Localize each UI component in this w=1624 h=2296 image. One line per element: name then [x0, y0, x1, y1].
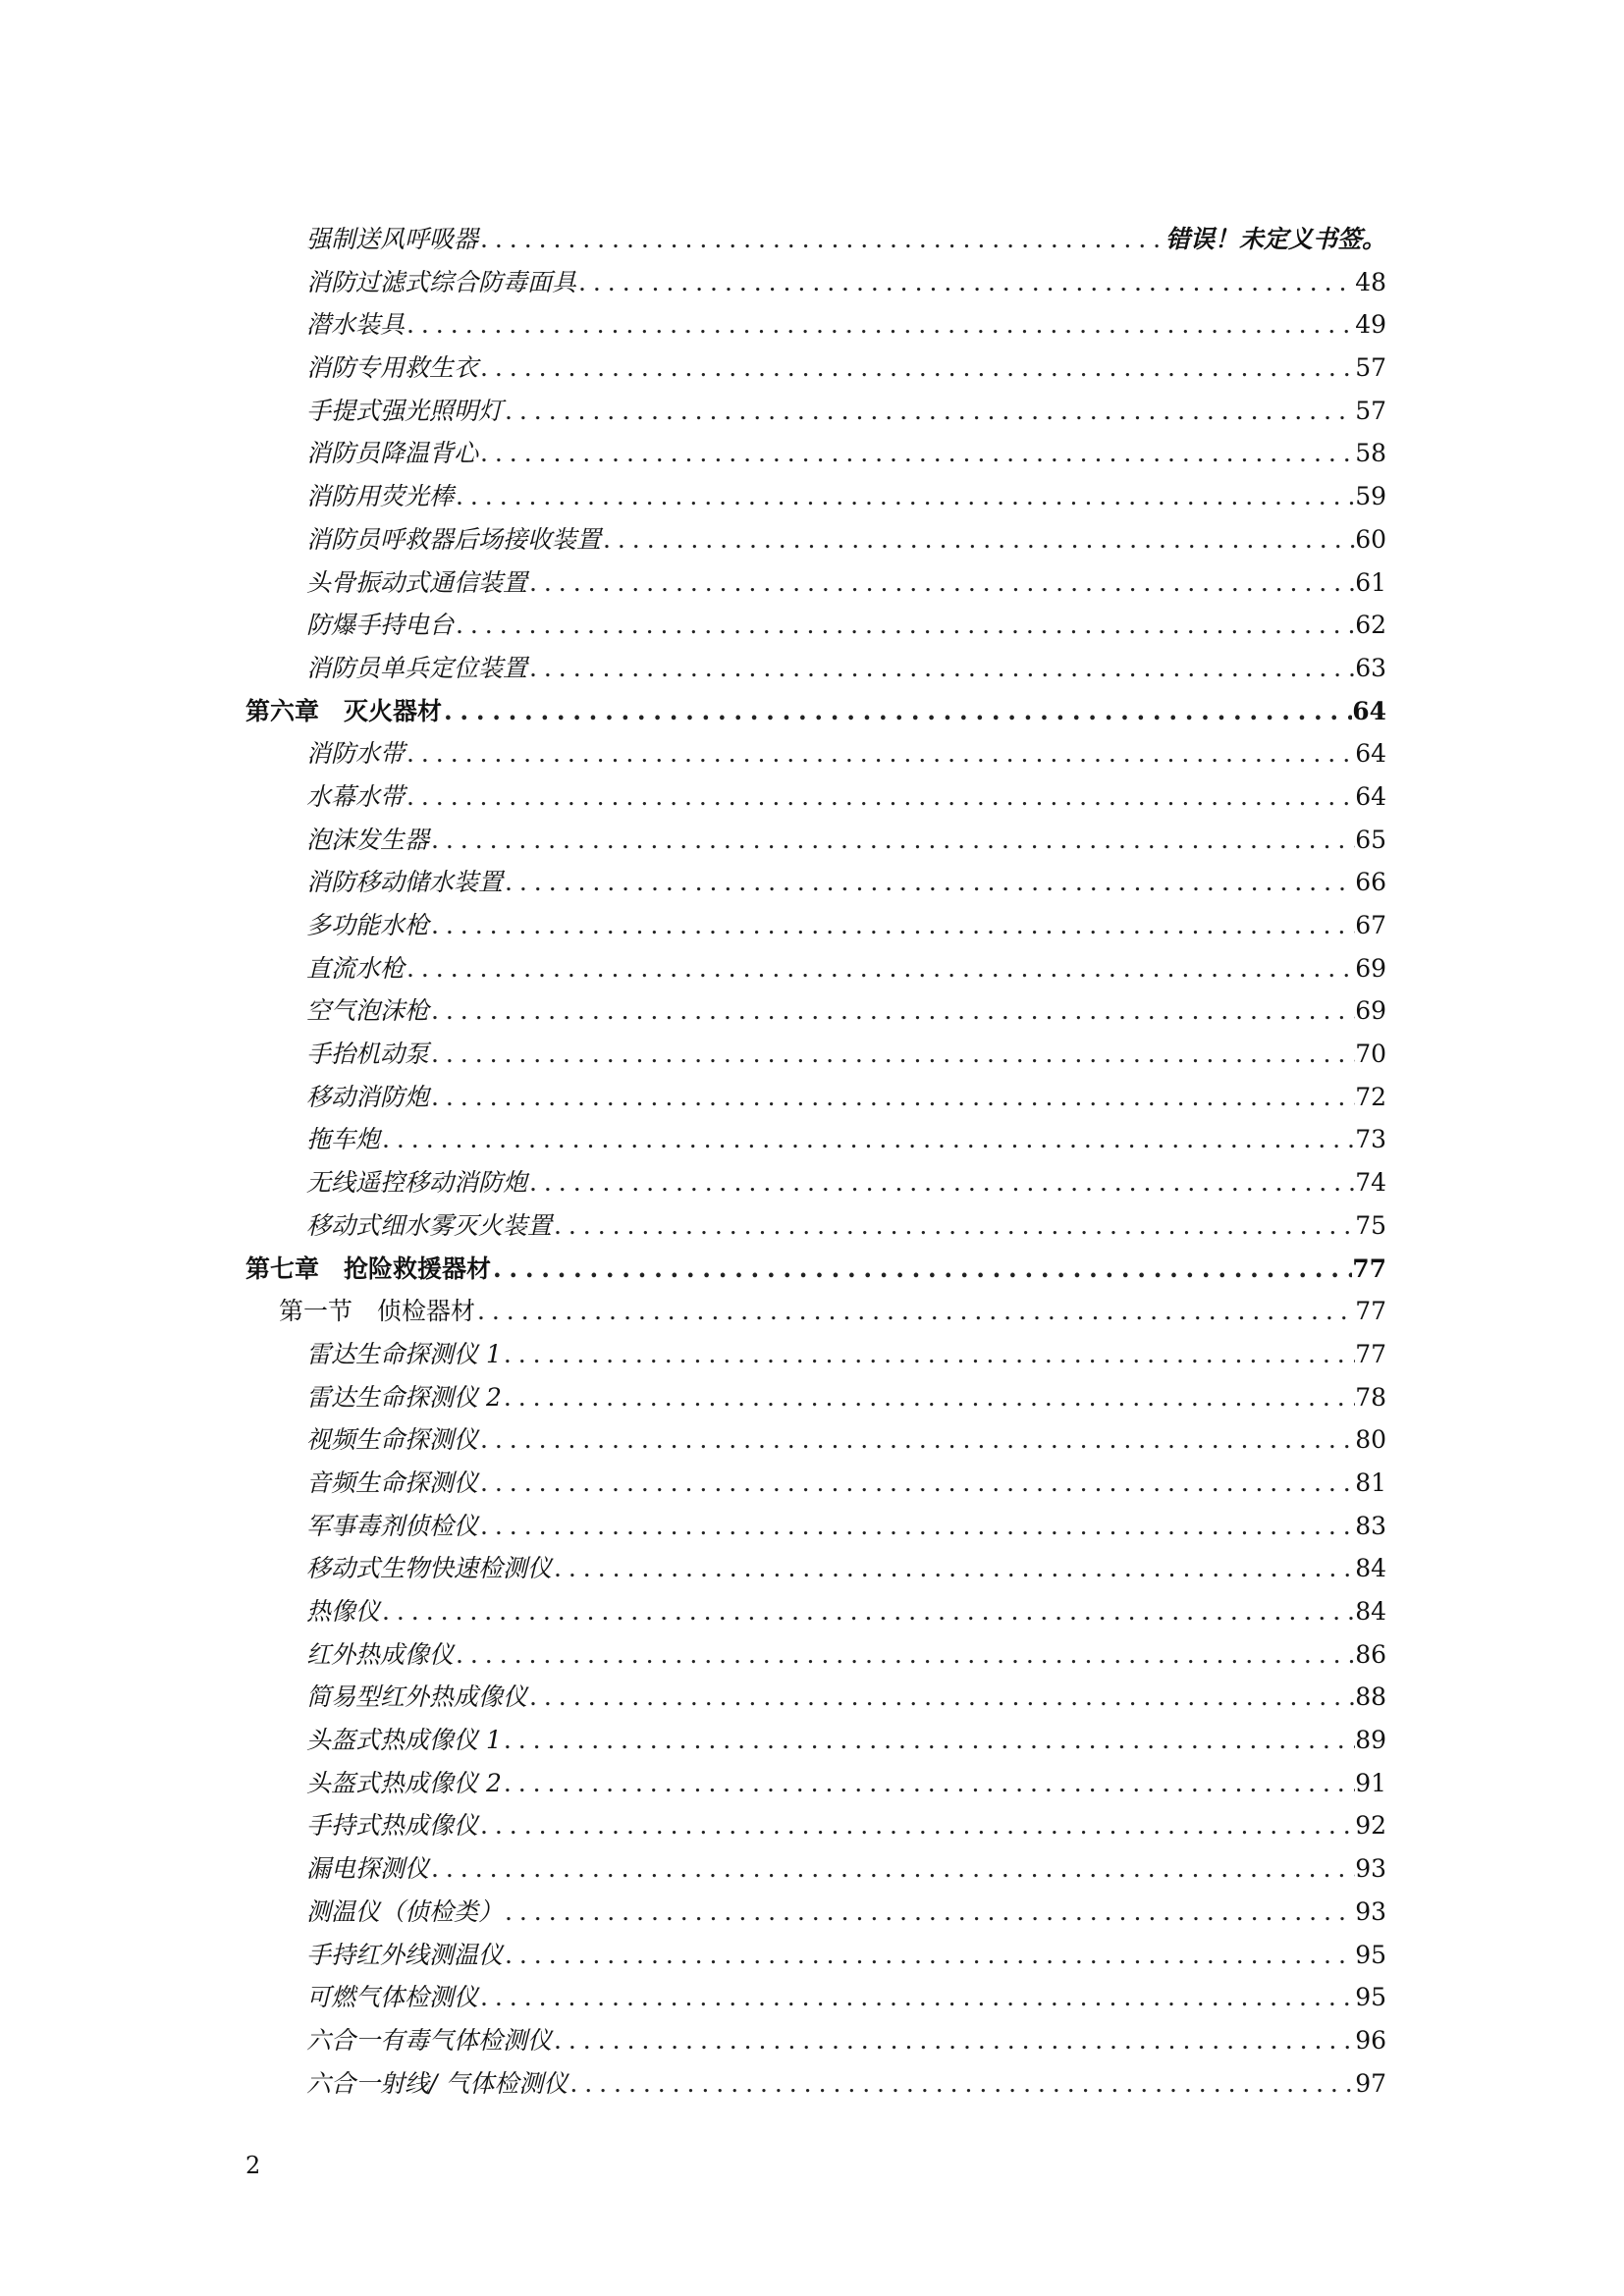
- toc-entry[interactable]: [245, 261, 1386, 304]
- toc-entry-page: 73: [1355, 1125, 1386, 1154]
- toc-section[interactable]: [245, 1290, 1386, 1333]
- toc-entry[interactable]: [245, 1118, 1386, 1161]
- toc-entry-title: 头骨振动式通信装置: [306, 567, 528, 597]
- dot-leader: [527, 561, 1355, 605]
- toc-entry[interactable]: [245, 604, 1386, 647]
- dot-leader: [552, 1204, 1355, 1248]
- toc-entry-title: 热像仪: [306, 1597, 381, 1626]
- toc-entry-title: 消防员呼救器后场接收装置: [306, 524, 602, 554]
- toc-entry[interactable]: [245, 1033, 1386, 1076]
- toc-entry-page: 70: [1355, 1040, 1386, 1069]
- toc-entry[interactable]: [245, 1934, 1386, 1977]
- dot-leader: [552, 2019, 1355, 2062]
- toc-entry-page: 65: [1355, 825, 1386, 854]
- dot-leader: [478, 218, 1165, 261]
- dot-leader: [568, 2062, 1355, 2106]
- dot-leader: [454, 604, 1355, 647]
- toc-entry-title: 水幕水带: [306, 781, 406, 811]
- dot-leader: [478, 347, 1355, 390]
- toc-entry[interactable]: [245, 989, 1386, 1033]
- toc-entry[interactable]: [245, 390, 1386, 433]
- dot-leader: [527, 647, 1355, 690]
- toc-entry-page: 89: [1355, 1726, 1386, 1755]
- toc-entry-page: 57: [1355, 396, 1386, 425]
- toc-entry[interactable]: [245, 775, 1386, 819]
- dot-leader: [552, 1547, 1355, 1590]
- toc-entry[interactable]: [245, 1590, 1386, 1633]
- toc-entry[interactable]: [245, 1418, 1386, 1462]
- toc-entry-page: 80: [1355, 1425, 1386, 1455]
- toc-entry-title: 泡沫发生器: [306, 825, 430, 854]
- toc-entry-page: 95: [1355, 1940, 1386, 1969]
- toc-entry-title: 第六章 灭火器材: [245, 696, 443, 725]
- toc-entry-title: 防爆手持电台: [306, 611, 455, 640]
- dot-leader: [491, 1248, 1352, 1291]
- toc-entry-title: 手提式强光照明灯: [306, 396, 504, 425]
- dot-leader: [454, 1633, 1355, 1677]
- toc-entry[interactable]: [245, 947, 1386, 990]
- toc-entry[interactable]: [245, 1891, 1386, 1934]
- toc-entry-page: 78: [1355, 1382, 1386, 1412]
- toc-entry-title: 移动消防炮: [306, 1082, 430, 1111]
- toc-entry-page: 77: [1355, 1297, 1386, 1326]
- toc-entry[interactable]: [245, 1076, 1386, 1119]
- dot-leader: [405, 947, 1355, 990]
- toc-entry-page: 错误！未定义书签。: [1164, 225, 1386, 253]
- dot-leader: [380, 1590, 1355, 1633]
- toc-entry-title: 拖车炮: [306, 1125, 381, 1154]
- toc-entry-title: 移动式细水雾灭火装置: [306, 1210, 553, 1240]
- toc-entry[interactable]: [245, 1547, 1386, 1590]
- toc-entry-title: 音频生命探测仪: [306, 1468, 479, 1497]
- toc-entry-title: 消防员单兵定位装置: [306, 653, 528, 682]
- toc-entry-page: 97: [1355, 2068, 1386, 2098]
- toc-entry[interactable]: [245, 904, 1386, 947]
- toc-entry-page: 77: [1355, 1339, 1386, 1368]
- toc-entry-title: 消防员降温背心: [306, 439, 479, 468]
- dot-leader: [405, 732, 1355, 775]
- toc-entry-title: 消防移动储水装置: [306, 868, 504, 897]
- toc-entry-title: 手持式热成像仪: [306, 1811, 479, 1841]
- toc-entry-title: 强制送风呼吸器: [306, 225, 479, 253]
- dot-leader: [478, 1976, 1355, 2019]
- toc-entry-page: 84: [1355, 1597, 1386, 1626]
- toc-chapter[interactable]: [245, 1248, 1386, 1291]
- dot-leader: [478, 1804, 1355, 1847]
- toc-entry-page: 92: [1355, 1811, 1386, 1841]
- toc-entry-page: 93: [1355, 1854, 1386, 1884]
- dot-leader: [429, 989, 1355, 1033]
- toc-entry-title: 军事毒剂侦检仪: [306, 1511, 479, 1540]
- toc-entry-title: 红外热成像仪: [306, 1639, 455, 1669]
- dot-leader: [478, 432, 1355, 475]
- toc-entry-title: 视频生命探测仪: [306, 1425, 479, 1455]
- toc-entry[interactable]: [245, 1676, 1386, 1719]
- dot-leader: [527, 1676, 1355, 1719]
- toc-entry-page: 96: [1355, 2025, 1386, 2055]
- dot-leader: [454, 475, 1355, 518]
- toc-entry-page: 64: [1355, 739, 1386, 769]
- toc-entry-page: 64: [1352, 696, 1386, 725]
- toc-entry-page: 93: [1355, 1896, 1386, 1926]
- toc-entry[interactable]: [245, 347, 1386, 390]
- toc-entry[interactable]: [245, 1804, 1386, 1847]
- toc-entry[interactable]: [245, 1204, 1386, 1248]
- toc-entry-page: 86: [1355, 1639, 1386, 1669]
- toc-entry-page: 95: [1355, 1983, 1386, 2012]
- toc-entry-page: 69: [1355, 996, 1386, 1026]
- toc-entry-title: 消防过滤式综合防毒面具: [306, 267, 577, 296]
- toc-entry[interactable]: [245, 819, 1386, 862]
- toc-entry[interactable]: [245, 1161, 1386, 1204]
- dot-leader: [380, 1118, 1355, 1161]
- toc-entry-title: 消防水带: [306, 739, 406, 769]
- toc-entry-title: 漏电探测仪: [306, 1854, 430, 1884]
- dot-leader: [429, 1847, 1355, 1891]
- toc-entry-page: 67: [1355, 911, 1386, 939]
- toc-entry[interactable]: [245, 218, 1386, 261]
- toc-entry-title: 消防用荧光棒: [306, 482, 455, 511]
- toc-entry-title: 头盔式热成像仪 2: [306, 1768, 502, 1797]
- toc-entry[interactable]: [245, 1976, 1386, 2019]
- dot-leader: [502, 1376, 1355, 1419]
- dot-leader: [478, 1418, 1355, 1462]
- toc-entry-page: 62: [1355, 611, 1386, 640]
- toc-entry-title: 简易型红外热成像仪: [306, 1682, 528, 1712]
- toc-entry-page: 83: [1355, 1511, 1386, 1540]
- toc-entry-title: 消防专用救生衣: [306, 353, 479, 383]
- toc-entry-page: 84: [1355, 1554, 1386, 1583]
- dot-leader: [503, 861, 1355, 904]
- toc-entry[interactable]: [245, 303, 1386, 347]
- toc-entry-page: 72: [1355, 1082, 1386, 1111]
- toc-entry[interactable]: [245, 1633, 1386, 1677]
- toc-entry-title: 第一节 侦检器材: [279, 1297, 476, 1326]
- toc-entry-page: 75: [1355, 1210, 1386, 1240]
- dot-leader: [576, 261, 1355, 304]
- toc-entry-page: 57: [1355, 353, 1386, 383]
- page-number: 2: [245, 2152, 261, 2179]
- dot-leader: [503, 1934, 1355, 1977]
- dot-leader: [503, 1891, 1355, 1934]
- dot-leader: [502, 1333, 1355, 1376]
- toc-entry-page: 77: [1352, 1254, 1386, 1283]
- dot-leader: [442, 690, 1352, 733]
- toc-entry-title: 手持红外线测温仪: [306, 1940, 504, 1969]
- toc-entry-title: 直流水枪: [306, 953, 406, 983]
- toc-entry[interactable]: [245, 1333, 1386, 1376]
- toc-entry-page: 59: [1355, 482, 1386, 511]
- dot-leader: [405, 775, 1355, 819]
- toc-entry-page: 88: [1355, 1682, 1386, 1712]
- toc-entry-page: 61: [1355, 567, 1386, 597]
- toc-entry[interactable]: [245, 2062, 1386, 2106]
- dot-leader: [429, 904, 1355, 947]
- toc-entry[interactable]: [245, 1462, 1386, 1505]
- toc-entry-title: 移动式生物快速检测仪: [306, 1554, 553, 1583]
- dot-leader: [429, 1076, 1355, 1119]
- toc-entry-title: 六合一射线/ 气体检测仪: [306, 2068, 568, 2098]
- dot-leader: [601, 518, 1355, 561]
- toc-entry-title: 空气泡沫枪: [306, 996, 430, 1026]
- toc-entry[interactable]: [245, 1762, 1386, 1805]
- toc-entry[interactable]: [245, 432, 1386, 475]
- toc-entry[interactable]: [245, 1505, 1386, 1548]
- toc-entry[interactable]: [245, 1719, 1386, 1762]
- dot-leader: [405, 303, 1355, 347]
- dot-leader: [502, 1762, 1355, 1805]
- toc-entry[interactable]: [245, 561, 1386, 605]
- toc-entry-page: 49: [1355, 310, 1386, 340]
- toc-entry-page: 64: [1355, 781, 1386, 811]
- dot-leader: [502, 1719, 1355, 1762]
- toc-entry-title: 第七章 抢险救援器材: [245, 1254, 492, 1283]
- toc-entry-page: 66: [1355, 868, 1386, 897]
- toc-entry-page: 81: [1355, 1468, 1386, 1497]
- toc-entry-title: 多功能水枪: [306, 911, 430, 939]
- toc-entry-title: 雷达生命探测仪 1: [306, 1339, 502, 1368]
- toc-entry-title: 潜水装具: [306, 310, 406, 340]
- toc-entry-page: 69: [1355, 953, 1386, 983]
- toc-entry-title: 雷达生命探测仪 2: [306, 1382, 502, 1412]
- toc-entry[interactable]: [245, 1376, 1386, 1419]
- toc-entry-page: 74: [1355, 1168, 1386, 1198]
- dot-leader: [429, 1033, 1355, 1076]
- toc-entry[interactable]: [245, 861, 1386, 904]
- dot-leader: [478, 1505, 1355, 1548]
- toc-entry-title: 可燃气体检测仪: [306, 1983, 479, 2012]
- dot-leader: [503, 390, 1355, 433]
- dot-leader: [475, 1290, 1355, 1333]
- toc-entry-title: 手抬机动泵: [306, 1040, 430, 1069]
- toc-entry[interactable]: [245, 475, 1386, 518]
- toc-entry-title: 头盔式热成像仪 1: [306, 1726, 502, 1755]
- toc-entry-page: 58: [1355, 439, 1386, 468]
- toc-entry[interactable]: [245, 518, 1386, 561]
- toc-entry-title: 测温仪（侦检类）: [306, 1896, 504, 1926]
- toc-entry[interactable]: [245, 647, 1386, 690]
- table-of-contents: [245, 218, 1386, 2105]
- dot-leader: [527, 1161, 1355, 1204]
- toc-entry-title: 六合一有毒气体检测仪: [306, 2025, 553, 2055]
- toc-entry[interactable]: [245, 2019, 1386, 2062]
- toc-entry-page: 48: [1355, 267, 1386, 296]
- toc-entry-page: 91: [1355, 1768, 1386, 1797]
- toc-entry-page: 63: [1355, 653, 1386, 682]
- dot-leader: [478, 1462, 1355, 1505]
- toc-chapter[interactable]: [245, 690, 1386, 733]
- toc-entry-title: 无线遥控移动消防炮: [306, 1168, 528, 1198]
- toc-entry[interactable]: [245, 732, 1386, 775]
- toc-entry-page: 60: [1355, 524, 1386, 554]
- toc-entry[interactable]: [245, 1847, 1386, 1891]
- dot-leader: [429, 819, 1355, 862]
